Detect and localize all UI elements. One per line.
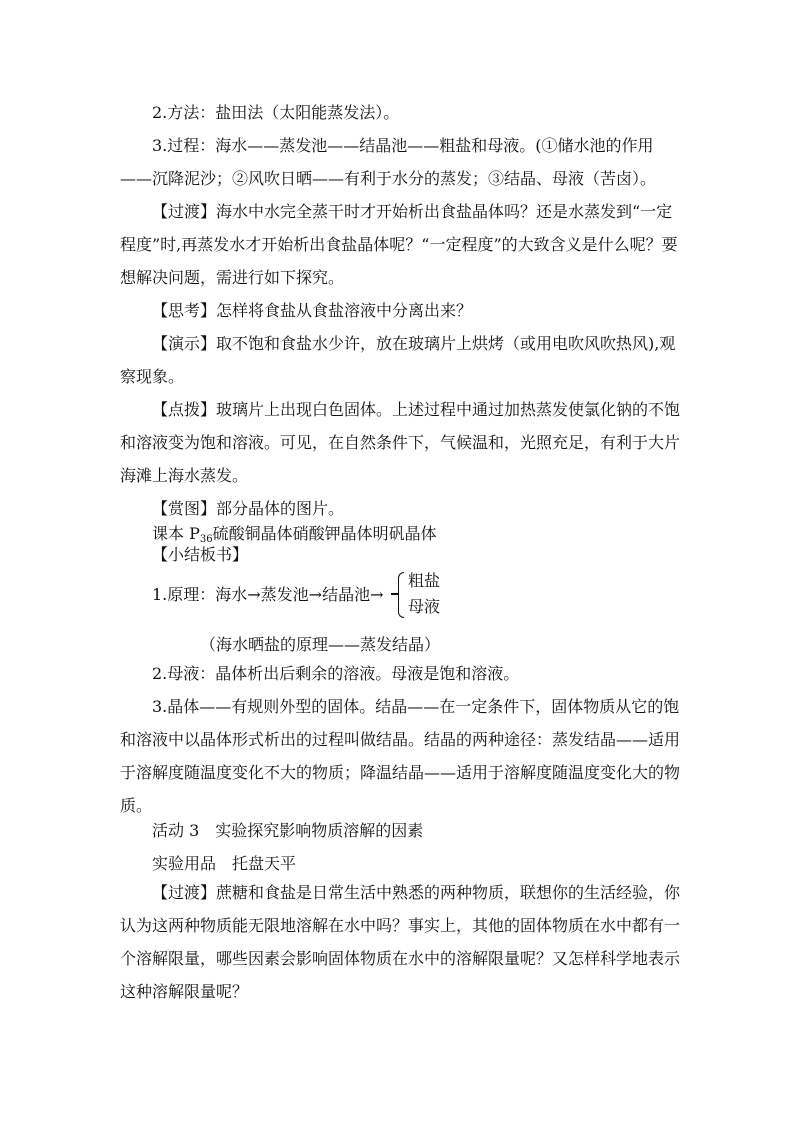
paragraph-demo: 【演示】取不饱和食盐水少许，放在玻璃片上烘烤（或用电吹风吹热风),观察现象。 [120,334,676,386]
paragraph-transition-2: 【过渡】蔗糖和食盐是日常生活中熟悉的两种物质，联想你的生活经验，你认为这两种物质能无限地溶解在水中吗？事实上，其他的固体物质在水中都有一个溶解限量，哪些因素会影响固体物质在水中的溶解限量呢？又怎样科学地表示这种溶解限量呢？ [120,883,681,1001]
paragraph-crystal: 3.晶体——有规则外型的固体。结晶——在一定条件下，固体物质从它的饱和溶液中以晶体形式析出的过程叫做结晶。结晶的两种途径：蒸发结晶——适用于溶解度随温度变化不大的物质；降温结晶——适用于溶解度随温度变化大的物质。 [120,697,681,815]
paragraph-appreciate: 【赏图】部分晶体的图片。 [152,499,345,518]
paragraph-think: 【思考】怎样将食盐从食盐溶液中分离出来？ [152,301,473,320]
paragraph-equipment: 实验用品 托盘天平 [152,854,297,873]
formula-option-mother-liquor: 母液 [408,597,441,616]
paragraph-activity-3: 活动 3 实验探究影响物质溶解的因素 [152,821,424,840]
textbook-page-subscript: 36 [199,534,213,545]
paragraph-hint: 【点拨】玻璃片上出现白色固体。上述过程中通过加热蒸发使氯化钠的不饱和溶液变为饱和溶液。可见，在自然条件下，气候温和，光照充足，有利于大片海滩上海水蒸发。 [120,400,681,485]
formula-option-crude-salt: 粗盐 [408,571,441,590]
paragraph-mother-liquor: 2.母液：晶体析出后剩余的溶液。母液是饱和溶液。 [152,664,520,683]
brace-icon [398,572,404,618]
paragraph-method: 2.方法：盐田法（太阳能蒸发法）。 [152,103,400,122]
textbook-prefix: 课本 P [152,524,200,543]
paragraph-process: 3.过程：海水——蒸发池——结晶池——粗盐和母液。(①储水池的作用——沉降泥沙；②风吹日晒——有利于水分的蒸发；③结晶、母液（苦卤）。 [120,136,657,188]
textbook-crystals: 硫酸铜晶体硝酸钾晶体明矾晶体 [212,524,437,543]
formula-main: 1.原理：海水→蒸发池→结晶池→ [152,585,384,604]
paragraph-transition-1: 【过渡】海水中水完全蒸干时才开始析出食盐晶体吗？还是水蒸发到“一定程度”时,再蒸发水才开始析出食盐晶体呢？“一定程度”的大致含义是什么呢？要想解决问题，需进行如下探究。 [120,202,678,287]
paragraph-summary-title: 【小结板书】 [152,545,249,564]
principle-formula [152,568,552,624]
paragraph-principle-note: （海水晒盐的原理——蒸发结晶） [200,635,441,654]
